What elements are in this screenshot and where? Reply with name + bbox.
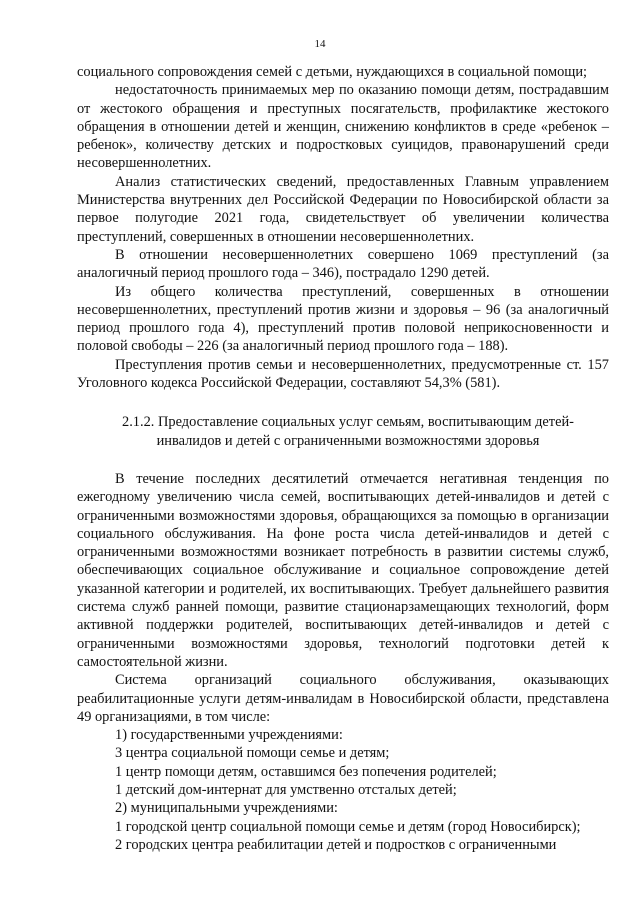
paragraph: недостаточность принимаемых мер по оказанию помощи детям, пострадавшим от жестокого обращения и преступных посягательств, профилактике жестокого обращения в отношении детей и женщин, снижению конфликтов в среде «ребенок – ребенок», количеству детских и подростковых суицидов, правонарушений среди несовершеннолетних.	[77, 82, 609, 172]
list-item: 1) государственными учреждениями:	[115, 727, 343, 744]
section-heading-line: 2.1.2. Предоставление социальных услуг семьям, воспитывающим детей-	[122, 414, 574, 431]
list-item: 1 городской центр социальной помощи семье и детям (город Новосибирск);	[115, 818, 581, 835]
list-item: 3 центра социальной помощи семье и детям;	[115, 745, 390, 762]
list-item: 1 центр помощи детям, оставшимся без попечения родителей;	[115, 763, 497, 780]
paragraph: Из общего количества преступлений, совершенных в отношении несовершеннолетних, преступлений против жизни и здоровья – 96 (за аналогичный период прошлого года 4), преступлений против половой неприкосновенности и половой свободы – 226 (за аналогичный период прошлого года – 188).	[77, 283, 609, 355]
paragraph: социального сопровождения семей с детьми, нуждающихся в социальной помощи;	[77, 64, 588, 80]
document-body	[77, 63, 609, 854]
paragraph: Анализ статистических сведений, предоставленных Главным управлением Министерства внутренних дел Российской Федерации по Новосибирской области за первое полугодие 2021 года, свидетельствует об увеличении количества преступлений, совершенных в отношении несовершеннолетних.	[77, 173, 609, 245]
list-item: 2) муниципальными учреждениями:	[115, 800, 338, 817]
paragraph: Система организаций социального обслуживания, оказывающих реабилитационные услуги детям-инвалидам в Новосибирской области, представлена 49 организациями, в том числе:	[77, 672, 609, 725]
paragraph: В отношении несовершеннолетних совершено 1069 преступлений (за аналогичный период прошлого года – 346), пострадало 1290 детей.	[77, 246, 609, 282]
list-item: 1 детский дом-интернат для умственно отсталых детей;	[115, 781, 457, 798]
list-item: 2 городских центра реабилитации детей и подростков с ограниченными	[115, 836, 557, 853]
paragraph: В течение последних десятилетий отмечается негативная тенденция по ежегодному увеличению числа семей, воспитывающих детей-инвалидов и детей с ограниченными возможностями здоровья, обращающихся за помощью в организации социального обслуживания. На фоне роста числа детей-инвалидов и детей с ограниченными возможностями возникает потребность в развитии системы служб, обеспечивающих социальное обслуживание и социальное сопровождение детей указанной категории и родителей, их воспитывающих. Требует дальнейшего развития система служб ранней помощи, развитие стационарзамещающих технологий, форм активной поддержки родителей, воспитывающих детей-инвалидов и детей с ограниченными возможностями здоровья, технологий подготовки детей к самостоятельной жизни.	[77, 470, 609, 670]
section-heading	[77, 413, 609, 450]
section-heading-line: инвалидов и детей с ограниченными возможностями здоровья	[156, 432, 540, 449]
paragraph: Преступления против семьи и несовершеннолетних, предусмотренные ст. 157 Уголовного кодекса Российской Федерации, составляют 54,3% (581).	[77, 356, 609, 392]
page-number: 14	[314, 38, 326, 50]
